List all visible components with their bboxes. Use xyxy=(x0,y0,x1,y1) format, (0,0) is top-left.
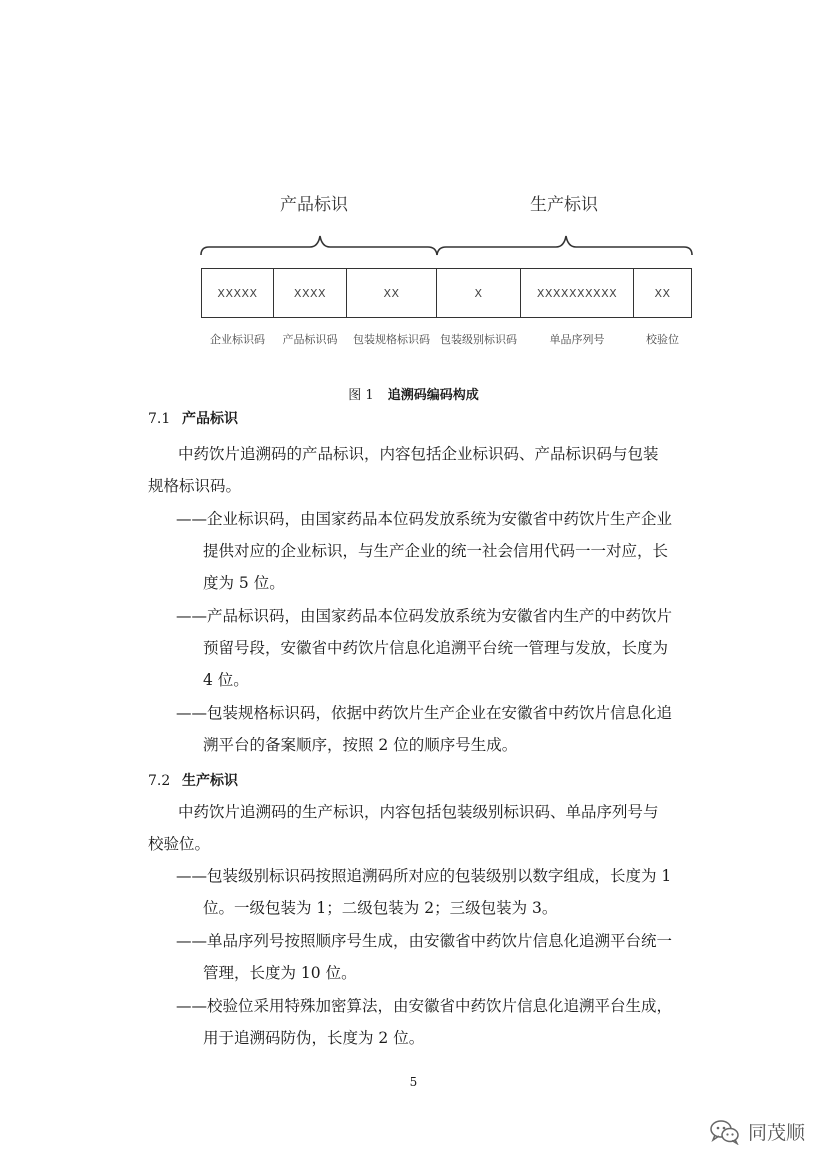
list-item-line: 4 位。 xyxy=(203,671,249,689)
section-title: 产品标识 xyxy=(182,411,238,427)
section-number: 7.2 xyxy=(148,773,171,789)
list-item-line: 溯平台的备案顺序，按照 2 位的顺序号生成。 xyxy=(203,736,518,754)
section-heading-7-2 xyxy=(148,770,238,790)
code-box-package-level: X xyxy=(436,268,521,318)
code-box-serial: XXXXXXXXXX xyxy=(520,268,634,318)
list-item-line: ——校验位采用特殊加密算法，由安徽省中药饮片信息化追溯平台生成， xyxy=(176,997,673,1015)
figure-caption-text: 追溯码编码构成 xyxy=(387,388,479,403)
paragraph-line: 规格标识码。 xyxy=(148,477,242,495)
list-item-line: 管理，长度为 10 位。 xyxy=(203,964,357,982)
code-box-check: XX xyxy=(633,268,692,318)
code-box-package-spec: XX xyxy=(346,268,437,318)
list-item-line: 位。一级包装为 1；二级包装为 2；三级包装为 3。 xyxy=(203,899,558,917)
section-heading-7-1 xyxy=(148,408,238,428)
page-number: 5 xyxy=(409,1075,418,1089)
paragraph-line: 校验位。 xyxy=(148,835,211,853)
section-title: 生产标识 xyxy=(182,773,238,789)
list-item-line: ——产品标识码，由国家药品本位码发放系统为安徽省内生产的中药饮片 xyxy=(176,607,673,625)
brace-product xyxy=(201,236,437,255)
group-title-production: 生产标识 xyxy=(530,195,598,215)
encoding-figure xyxy=(0,0,827,403)
list-item-line: ——单品序列号按照顺序号生成，由安徽省中药饮片信息化追溯平台统一 xyxy=(176,932,673,950)
watermark xyxy=(710,1118,805,1145)
brace-production xyxy=(437,236,692,255)
group-title-product: 产品标识 xyxy=(280,195,348,215)
wechat-icon xyxy=(710,1119,740,1145)
list-item-line: ——企业标识码，由国家药品本位码发放系统为安徽省中药饮片生产企业 xyxy=(176,510,673,528)
code-label-package-spec: 包装规格标识码 xyxy=(353,333,430,346)
list-item-line: 用于追溯码防伪，长度为 2 位。 xyxy=(203,1029,425,1047)
list-item-line: 提供对应的企业标识，与生产企业的统一社会信用代码一一对应，长 xyxy=(203,542,669,560)
paragraph-line: 中药饮片追溯码的生产标识，内容包括包装级别标识码、单品序列号与 xyxy=(178,803,659,821)
figure-caption xyxy=(0,384,827,403)
figure-caption-number: 图 1 xyxy=(348,388,374,403)
list-item-line: ——包装规格标识码，依据中药饮片生产企业在安徽省中药饮片信息化追 xyxy=(176,704,673,722)
paragraph-line: 中药饮片追溯码的产品标识，内容包括企业标识码、产品标识码与包装 xyxy=(178,445,659,463)
watermark-text: 同茂顺 xyxy=(748,1122,806,1144)
code-box-product: XXXX xyxy=(273,268,347,318)
code-label-serial: 单品序列号 xyxy=(549,333,605,346)
list-item-line: 度为 5 位。 xyxy=(203,574,285,592)
code-box-enterprise: XXXXX xyxy=(201,268,274,318)
code-label-enterprise: 企业标识码 xyxy=(210,333,265,346)
list-item-line: ——包装级别标识码按照追溯码所对应的包装级别以数字组成，长度为 1 xyxy=(176,867,672,885)
code-label-check: 校验位 xyxy=(646,333,679,346)
section-number: 7.1 xyxy=(148,411,171,427)
braces xyxy=(0,0,827,270)
code-label-package-level: 包装级别标识码 xyxy=(440,333,517,346)
code-label-product: 产品标识码 xyxy=(282,333,338,346)
list-item-line: 预留号段，安徽省中药饮片信息化追溯平台统一管理与发放，长度为 xyxy=(203,639,669,657)
